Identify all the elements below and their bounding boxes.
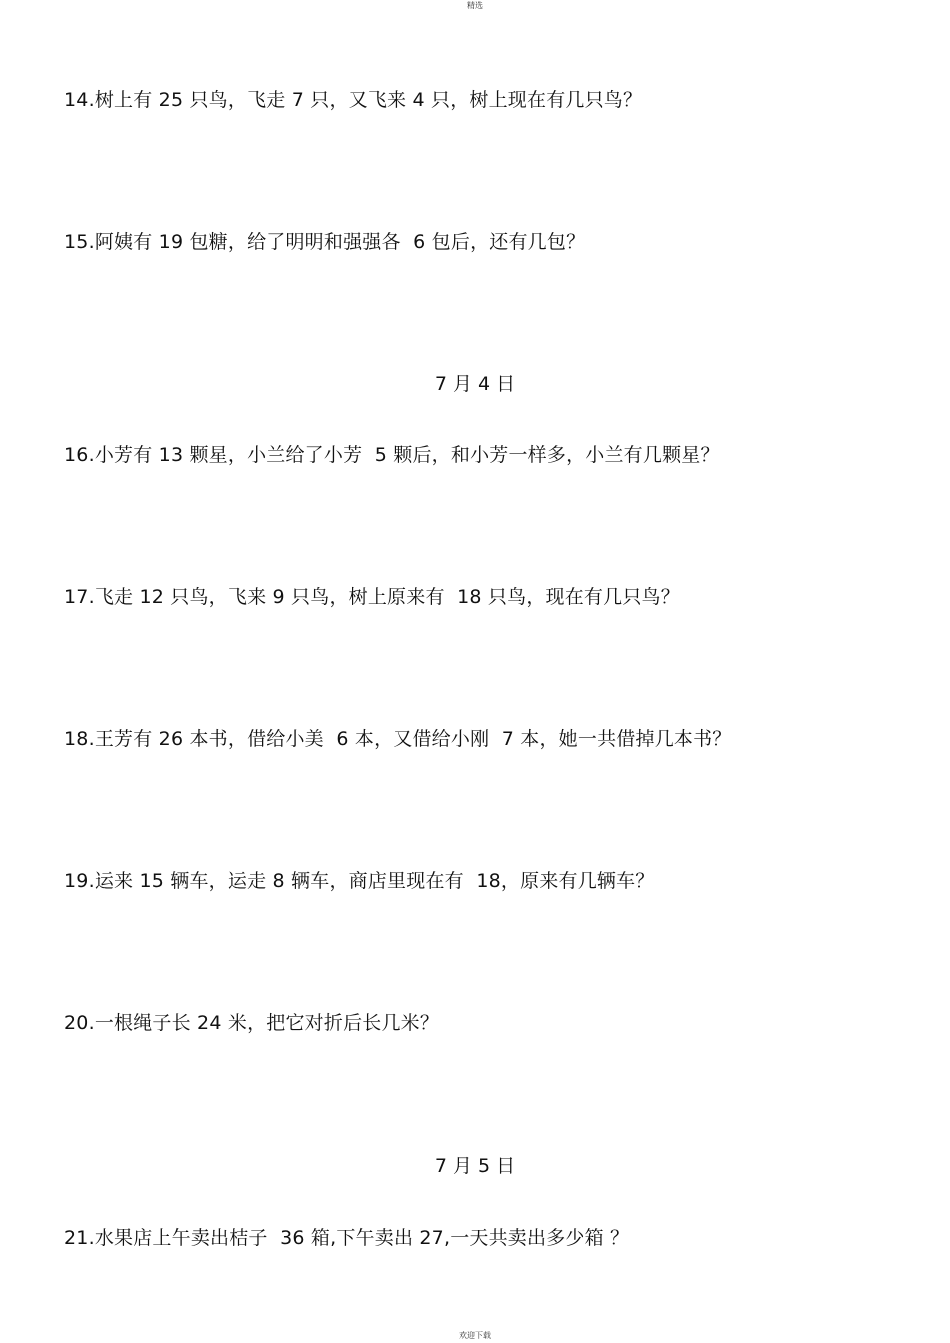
problem-16: 16.小芳有 13 颗星，小兰给了小芳 5 颗后，和小芳一样多，小兰有几颗星？ [64, 444, 720, 466]
problem-15: 15.阿姨有 19 包糖，给了明明和强强各 6 包后，还有几包？ [64, 231, 586, 253]
page-header-mark: 精选 [467, 1, 483, 10]
problem-19: 19.运来 15 辆车，运走 8 辆车，商店里现在有 18，原来有几辆车？ [64, 870, 655, 892]
problem-20: 20.一根绳子长 24 米，把它对折后长几米？ [64, 1012, 440, 1034]
problem-14: 14.树上有 25 只鸟，飞走 7 只，又飞来 4 只，树上现在有几只鸟？ [64, 89, 643, 111]
page-footer-mark: 欢迎下载 [459, 1331, 491, 1340]
date-heading-july-5: 7 月 5 日 [434, 1155, 516, 1177]
problem-21: 21.水果店上午卖出桔子 36 箱,下午卖出 27,一天共卖出多少箱 ？ [64, 1227, 630, 1249]
date-heading-july-4: 7 月 4 日 [434, 373, 516, 395]
problem-18: 18.王芳有 26 本书，借给小美 6 本，又借给小刚 7 本，她一共借掉几本书？ [64, 728, 732, 750]
problem-17: 17.飞走 12 只鸟，飞来 9 只鸟，树上原来有 18 只鸟，现在有几只鸟？ [64, 586, 680, 608]
